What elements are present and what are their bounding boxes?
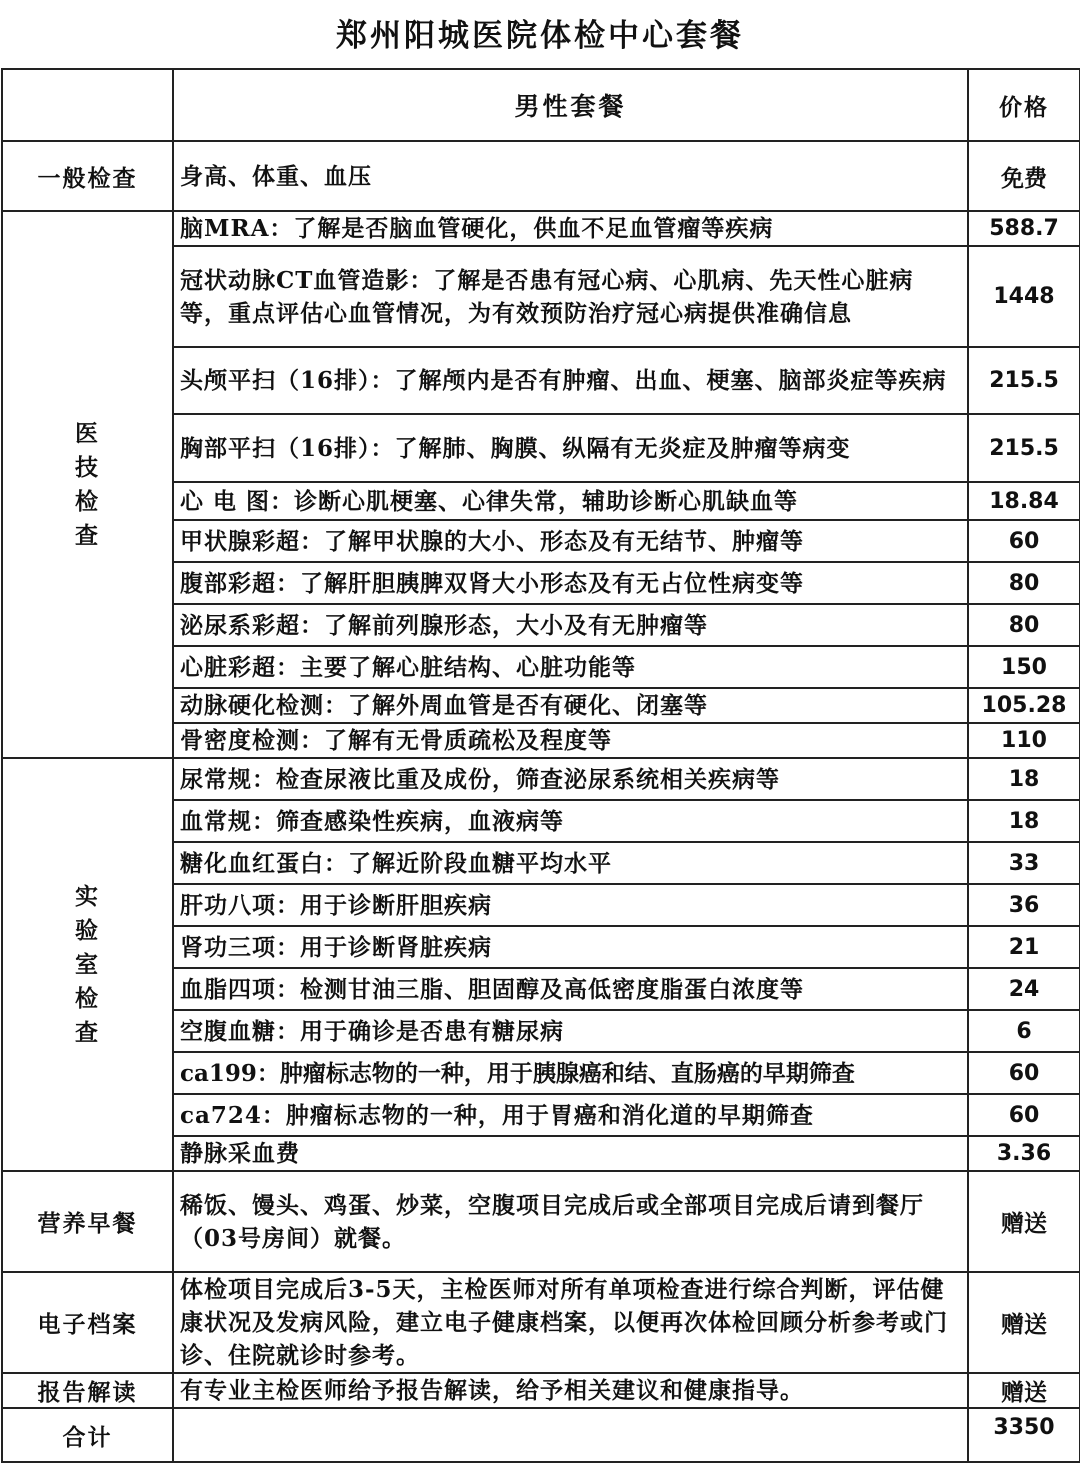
item-price: 6 <box>968 1010 1080 1052</box>
item-desc: 胸部平扫（16排）：了解肺、胸膜、纵隔有无炎症及肿瘤等病变 <box>173 414 968 482</box>
item-price: 3.36 <box>968 1136 1080 1171</box>
item-price: 18 <box>968 800 1080 842</box>
item-desc: 尿常规：检查尿液比重及成份，筛查泌尿系统相关疾病等 <box>173 758 968 800</box>
item-price: 18 <box>968 758 1080 800</box>
table-row <box>2 758 1080 800</box>
item-price: 18.84 <box>968 482 1080 520</box>
item-desc: 动脉硬化检测：了解外周血管是否有硬化、闭塞等 <box>173 688 968 723</box>
item-desc: 肾功三项：用于诊断肾脏疾病 <box>173 926 968 968</box>
item-desc: 空腹血糖：用于确诊是否患有糖尿病 <box>173 1010 968 1052</box>
category-lab <box>2 758 173 1171</box>
item-desc: 心脏彩超：主要了解心脏结构、心脏功能等 <box>173 646 968 688</box>
item-price: 150 <box>968 646 1080 688</box>
category-breakfast: 营养早餐 <box>2 1171 173 1272</box>
item-desc: 血常规：筛查感染性疾病，血液病等 <box>173 800 968 842</box>
item-price: 免费 <box>968 141 1080 211</box>
item-price: 110 <box>968 723 1080 758</box>
item-desc: 心 电 图：诊断心肌梗塞、心律失常，辅助诊断心肌缺血等 <box>173 482 968 520</box>
item-desc: 身高、体重、血压 <box>173 141 968 211</box>
item-price: 60 <box>968 1094 1080 1136</box>
item-desc: 体检项目完成后3-5天，主检医师对所有单项检查进行综合判断，评估健康状况及发病风险，建立电子健康档案，以便再次体检回顾分析参考或门诊、住院就诊时参考。 <box>173 1272 968 1373</box>
total-desc <box>173 1408 968 1462</box>
item-price: 215.5 <box>968 414 1080 482</box>
page-title: 郑州阳城医院体检中心套餐 <box>336 18 744 54</box>
item-desc: 骨密度检测：了解有无骨质疏松及程度等 <box>173 723 968 758</box>
header-price: 价格 <box>968 69 1080 141</box>
item-desc: 冠状动脉CT血管造影：了解是否患有冠心病、心肌病、先天性心脏病等，重点评估心血管情况，为有效预防治疗冠心病提供准确信息 <box>173 246 968 347</box>
package-table <box>1 68 1080 1463</box>
table-row <box>2 1272 1080 1373</box>
item-desc: 静脉采血费 <box>173 1136 968 1171</box>
item-price: 215.5 <box>968 347 1080 414</box>
item-desc: 腹部彩超：了解肝胆胰脾双肾大小形态及有无占位性病变等 <box>173 562 968 604</box>
item-desc: ca199：肿瘤标志物的一种，用于胰腺癌和结、直肠癌的早期筛查 <box>173 1052 968 1094</box>
item-price: 36 <box>968 884 1080 926</box>
table-row <box>2 211 1080 246</box>
item-price: 21 <box>968 926 1080 968</box>
item-desc: 脑MRA：了解是否脑血管硬化，供血不足血管瘤等疾病 <box>173 211 968 246</box>
item-price: 24 <box>968 968 1080 1010</box>
item-price: 赠送 <box>968 1171 1080 1272</box>
item-price: 33 <box>968 842 1080 884</box>
item-price: 80 <box>968 604 1080 646</box>
category-report: 报告解读 <box>2 1373 173 1408</box>
item-desc: 有专业主检医师给予报告解读，给予相关建议和健康指导。 <box>173 1373 968 1408</box>
item-desc: 泌尿系彩超：了解前列腺形态，大小及有无肿瘤等 <box>173 604 968 646</box>
item-desc: 头颅平扫（16排）：了解颅内是否有肿瘤、出血、梗塞、脑部炎症等疾病 <box>173 347 968 414</box>
category-general: 一般检查 <box>2 141 173 211</box>
item-desc: 稀饭、馒头、鸡蛋、炒菜，空腹项目完成后或全部项目完成后请到餐厅（03号房间）就餐。 <box>173 1171 968 1272</box>
item-price: 1448 <box>968 246 1080 347</box>
item-desc: 甲状腺彩超：了解甲状腺的大小、形态及有无结节、肿瘤等 <box>173 520 968 562</box>
category-archive: 电子档案 <box>2 1272 173 1373</box>
category-medtech <box>2 211 173 758</box>
total-row <box>2 1408 1080 1462</box>
total-price: 3350 <box>968 1408 1080 1462</box>
item-price: 588.7 <box>968 211 1080 246</box>
category-total: 合计 <box>2 1408 173 1462</box>
item-desc: 肝功八项：用于诊断肝胆疾病 <box>173 884 968 926</box>
item-desc: ca724：肿瘤标志物的一种，用于胃癌和消化道的早期筛查 <box>173 1094 968 1136</box>
item-price: 赠送 <box>968 1373 1080 1408</box>
header-row <box>2 69 1080 141</box>
item-desc: 糖化血红蛋白：了解近阶段血糖平均水平 <box>173 842 968 884</box>
table-row <box>2 1373 1080 1408</box>
header-package: 男性套餐 <box>173 69 968 141</box>
item-price: 赠送 <box>968 1272 1080 1373</box>
table-row <box>2 1171 1080 1272</box>
item-price: 60 <box>968 520 1080 562</box>
header-blank <box>2 69 173 141</box>
item-price: 60 <box>968 1052 1080 1094</box>
item-price: 80 <box>968 562 1080 604</box>
table-row <box>2 141 1080 211</box>
category-medtech-label: 医 技 检 查 <box>75 419 100 549</box>
category-lab-label: 实 验 室 检 查 <box>75 882 100 1046</box>
item-price: 105.28 <box>968 688 1080 723</box>
item-desc: 血脂四项：检测甘油三脂、胆固醇及高低密度脂蛋白浓度等 <box>173 968 968 1010</box>
